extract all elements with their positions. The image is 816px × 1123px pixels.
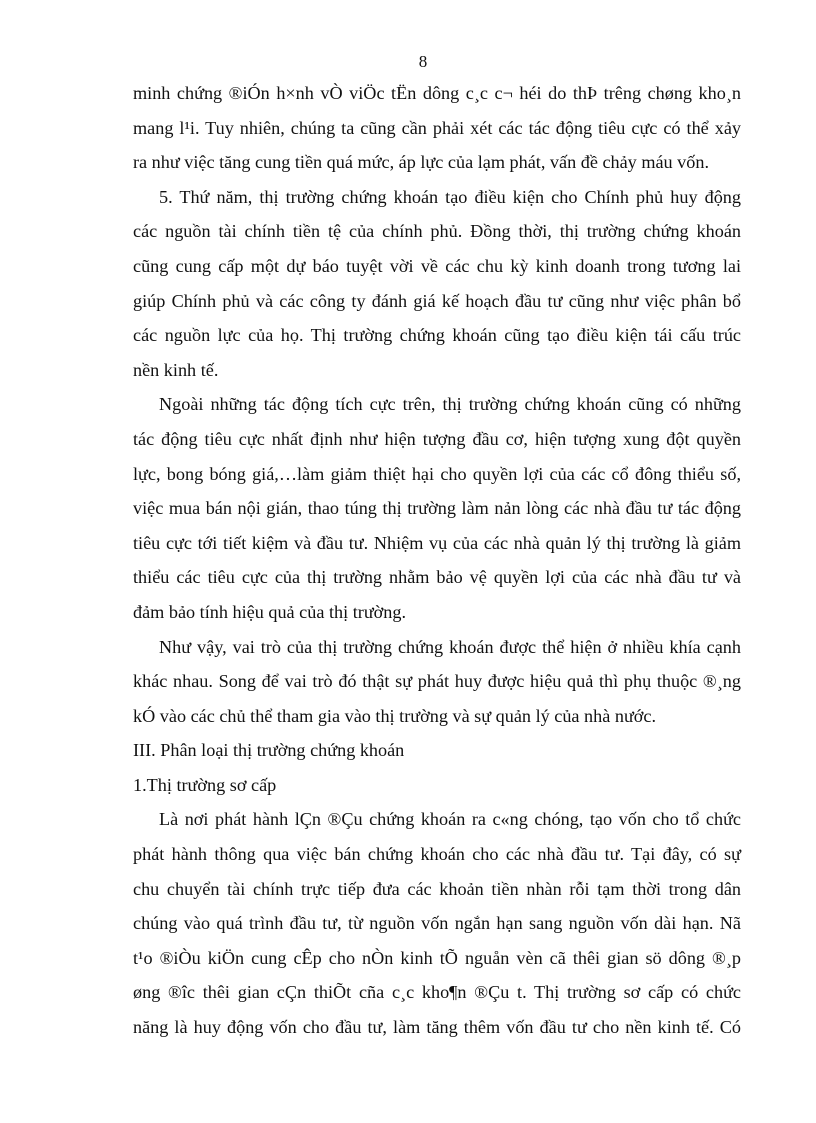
text-line: các nguồn lực của họ. Thị trường chứng khoán cũng tạo điều kiện tái cấu trúc xyxy=(133,325,741,346)
text-line: khác nhau. Song để vai trò đó thật sự phát huy được hiệu quả thì phụ thuộc ®¸ng xyxy=(133,671,741,692)
text-line: Là nơi phát hành lÇn ®Çu chứng khoán ra c«ng chóng, tạo vốn cho tổ chức xyxy=(159,809,741,830)
text-line: t¹o ®iÒu kiÖn cung cÊp cho nÒn kinh tÕ nguån vèn cã thêi gian sö dông ®¸p xyxy=(133,947,741,968)
text-line: thiểu các tiêu cực của thị trường nhằm bảo vệ quyền lợi của các nhà đầu tư và xyxy=(133,567,741,588)
text-line: năng là huy động vốn cho đầu tư, làm tăng thêm vốn đầu tư cho nền kinh tế. Có xyxy=(133,1017,741,1038)
text-line: đảm bảo tính hiệu quả của thị trường. xyxy=(133,601,407,622)
text-line: cũng cung cấp một dự báo tuyệt vời về các chu kỳ kinh doanh trong tương lai xyxy=(133,255,741,276)
text-line: 1.Thị trường sơ cấp xyxy=(133,774,277,795)
text-line: øng ®îc thêi gian cÇn thiÕt cña c¸c kho¶n ®Çu t. Thị trường sơ cấp có chức xyxy=(133,982,741,1003)
body-text xyxy=(133,76,741,1045)
text-line: Như vậy, vai trò của thị trường chứng khoán được thể hiện ở nhiều khía cạnh xyxy=(159,636,741,657)
text-line: Ngoài những tác động tích cực trên, thị trường chứng khoán cũng có những xyxy=(159,394,741,415)
text-line: giúp Chính phủ và các công ty đánh giá kế hoạch đầu tư cũng như việc phân bổ xyxy=(133,290,741,311)
text-line: phát hành thông qua việc bán chứng khoán cho các nhà đầu tư. Tại đây, có sự xyxy=(133,844,741,865)
text-line: kÓ vào các chủ thể tham gia vào thị trường và sự quản lý của nhà nước. xyxy=(133,705,657,726)
text-line: lực, bong bóng giá,…làm giảm thiệt hại cho quyền lợi của các cổ đông thiểu số, xyxy=(133,463,741,484)
text-line: minh chứng ®iÓn h×nh vÒ viÖc tËn dông c¸c c¬ héi do thÞ trêng chøng kho¸n xyxy=(133,83,741,103)
page-number: 8 xyxy=(418,52,428,71)
text-line: tiêu cực tới tiết kiệm và đầu tư. Nhiệm vụ của các nhà quản lý thị trường là giảm xyxy=(133,532,741,553)
text-line: nền kinh tế. xyxy=(133,359,219,380)
text-line: chúng vào quá trình đầu tư, từ nguồn vốn ngắn hạn sang nguồn vốn dài hạn. Nã xyxy=(133,913,741,934)
text-line: III. Phân loại thị trường chứng khoán xyxy=(133,740,405,761)
text-line: ra như việc tăng cung tiền quá mức, áp lực của lạm phát, vấn đề chảy máu vốn. xyxy=(133,152,710,173)
text-line: chu chuyển tài chính trực tiếp đưa các khoản tiền nhàn rỗi tạm thời trong dân xyxy=(133,878,741,899)
text-line: các nguồn tài chính tiền tệ của chính phủ. Đồng thời, thị trường chứng khoán xyxy=(133,221,741,242)
text-line: tác động tiêu cực nhất định như hiện tượng đầu cơ, hiện tượng xung đột quyền xyxy=(133,428,741,449)
text-line: mang l¹i. Tuy nhiên, chúng ta cũng cần phải xét các tác động tiêu cực có thể xảy xyxy=(133,117,741,138)
text-line: 5. Thứ năm, thị trường chứng khoán tạo điều kiện cho Chính phủ huy động xyxy=(159,186,741,207)
text-line: việc mua bán nội gián, thao túng thị trường làm nản lòng các nhà đầu tư tác động xyxy=(133,498,741,519)
